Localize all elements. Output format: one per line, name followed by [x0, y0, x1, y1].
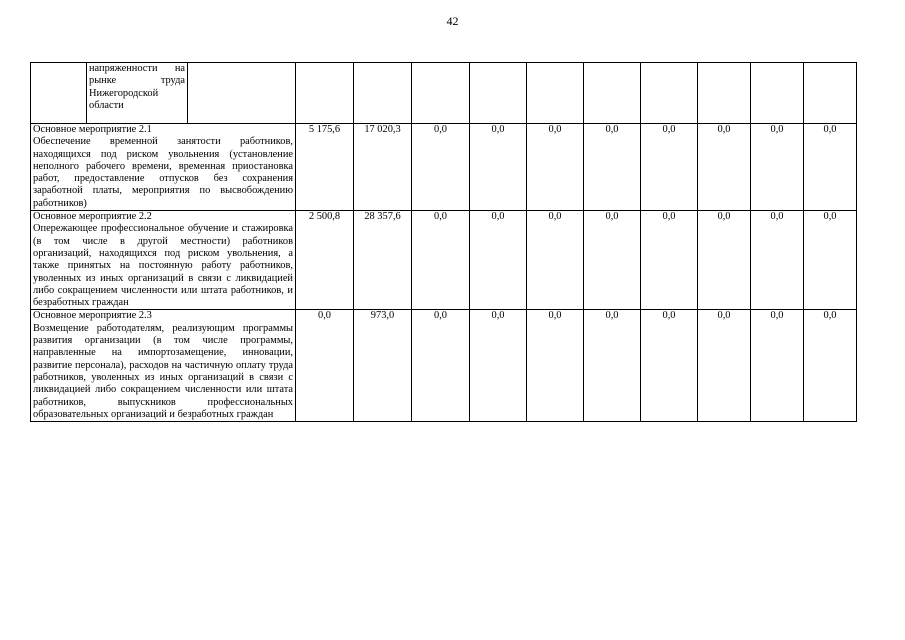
continuation-tail — [187, 63, 293, 123]
value-cell: 0,0 — [470, 211, 527, 310]
table-row-measure-2-1 — [31, 124, 857, 211]
measure-body: Возмещение работодателям, реализующим программы развития организации (в том числе программы, направленные на импортозамещение, инновации, развитие персонала), расходов на частичную оплату труда работников, уволенных из иных организаций в связи с ликвидацией либо сокращением численности или штата работников, выпускников профессиональных образовательных организаций и безработных граждан — [33, 322, 293, 420]
value-cell: 0,0 — [527, 310, 584, 422]
value-cell: 0,0 — [412, 211, 470, 310]
value-cell: 28 357,6 — [354, 211, 412, 310]
value-cell: 0,0 — [804, 310, 857, 422]
value-cell: 0,0 — [584, 310, 641, 422]
value-cell: 5 175,6 — [296, 124, 354, 211]
continuation-text: напряженности на рынке труда Нижегородской области — [89, 63, 185, 111]
measure-body: Опережающее профессиональное обучение и стажировка (в том числе в другой местности) работников организаций, находящихся под риском увольнения, а также принятых на постоянную работу работников, уволенных из иных организаций в связи с ликвидацией либо сокращением численности или штата работников, и безработных граждан — [33, 223, 293, 309]
value-cell: 2 500,8 — [296, 211, 354, 310]
measure-body: Обеспечение временной занятости работников, находящихся под риском увольнения (установление неполного рабочего времени, временная приостановка работ, предоставление отпусков без сохранения заработной платы, мероприятия по высвобождению работников) — [33, 136, 293, 209]
continuation-cell — [31, 63, 296, 124]
page-number: 42 — [446, 14, 459, 28]
measure-title: Основное мероприятие 2.3 — [33, 310, 152, 322]
value-cell: 0,0 — [584, 124, 641, 211]
table-row-measure-2-2 — [31, 211, 857, 310]
table-cell — [470, 63, 527, 124]
value-cell: 0,0 — [804, 211, 857, 310]
value-cell: 0,0 — [698, 211, 751, 310]
value-cell: 17 020,3 — [354, 124, 412, 211]
table-cell — [296, 63, 354, 124]
value-cell: 0,0 — [751, 211, 804, 310]
value-cell: 0,0 — [527, 124, 584, 211]
continuation-blank — [33, 63, 87, 123]
measure-description — [31, 310, 296, 422]
table-cell — [804, 63, 857, 124]
value-cell: 0,0 — [296, 310, 354, 422]
value-cell: 0,0 — [698, 310, 751, 422]
program-funding-table — [30, 62, 857, 422]
measure-title: Основное мероприятие 2.2 — [33, 211, 152, 223]
table-cell — [412, 63, 470, 124]
value-cell: 0,0 — [751, 124, 804, 211]
table-row-continuation — [31, 63, 857, 124]
value-cell: 0,0 — [698, 124, 751, 211]
value-cell: 0,0 — [470, 310, 527, 422]
value-cell: 0,0 — [751, 310, 804, 422]
table-cell — [641, 63, 698, 124]
table-cell — [354, 63, 412, 124]
table-cell — [751, 63, 804, 124]
value-cell: 0,0 — [527, 211, 584, 310]
measure-description — [31, 211, 296, 310]
value-cell: 0,0 — [584, 211, 641, 310]
value-cell: 0,0 — [641, 211, 698, 310]
table-cell — [698, 63, 751, 124]
table-cell — [527, 63, 584, 124]
value-cell: 0,0 — [804, 124, 857, 211]
table-row-measure-2-3 — [31, 310, 857, 422]
value-cell: 0,0 — [641, 310, 698, 422]
measure-title: Основное мероприятие 2.1 — [33, 124, 152, 135]
value-cell: 973,0 — [354, 310, 412, 422]
table-cell — [584, 63, 641, 124]
value-cell: 0,0 — [412, 310, 470, 422]
measure-description — [31, 124, 296, 211]
value-cell: 0,0 — [641, 124, 698, 211]
value-cell: 0,0 — [470, 124, 527, 211]
value-cell: 0,0 — [412, 124, 470, 211]
